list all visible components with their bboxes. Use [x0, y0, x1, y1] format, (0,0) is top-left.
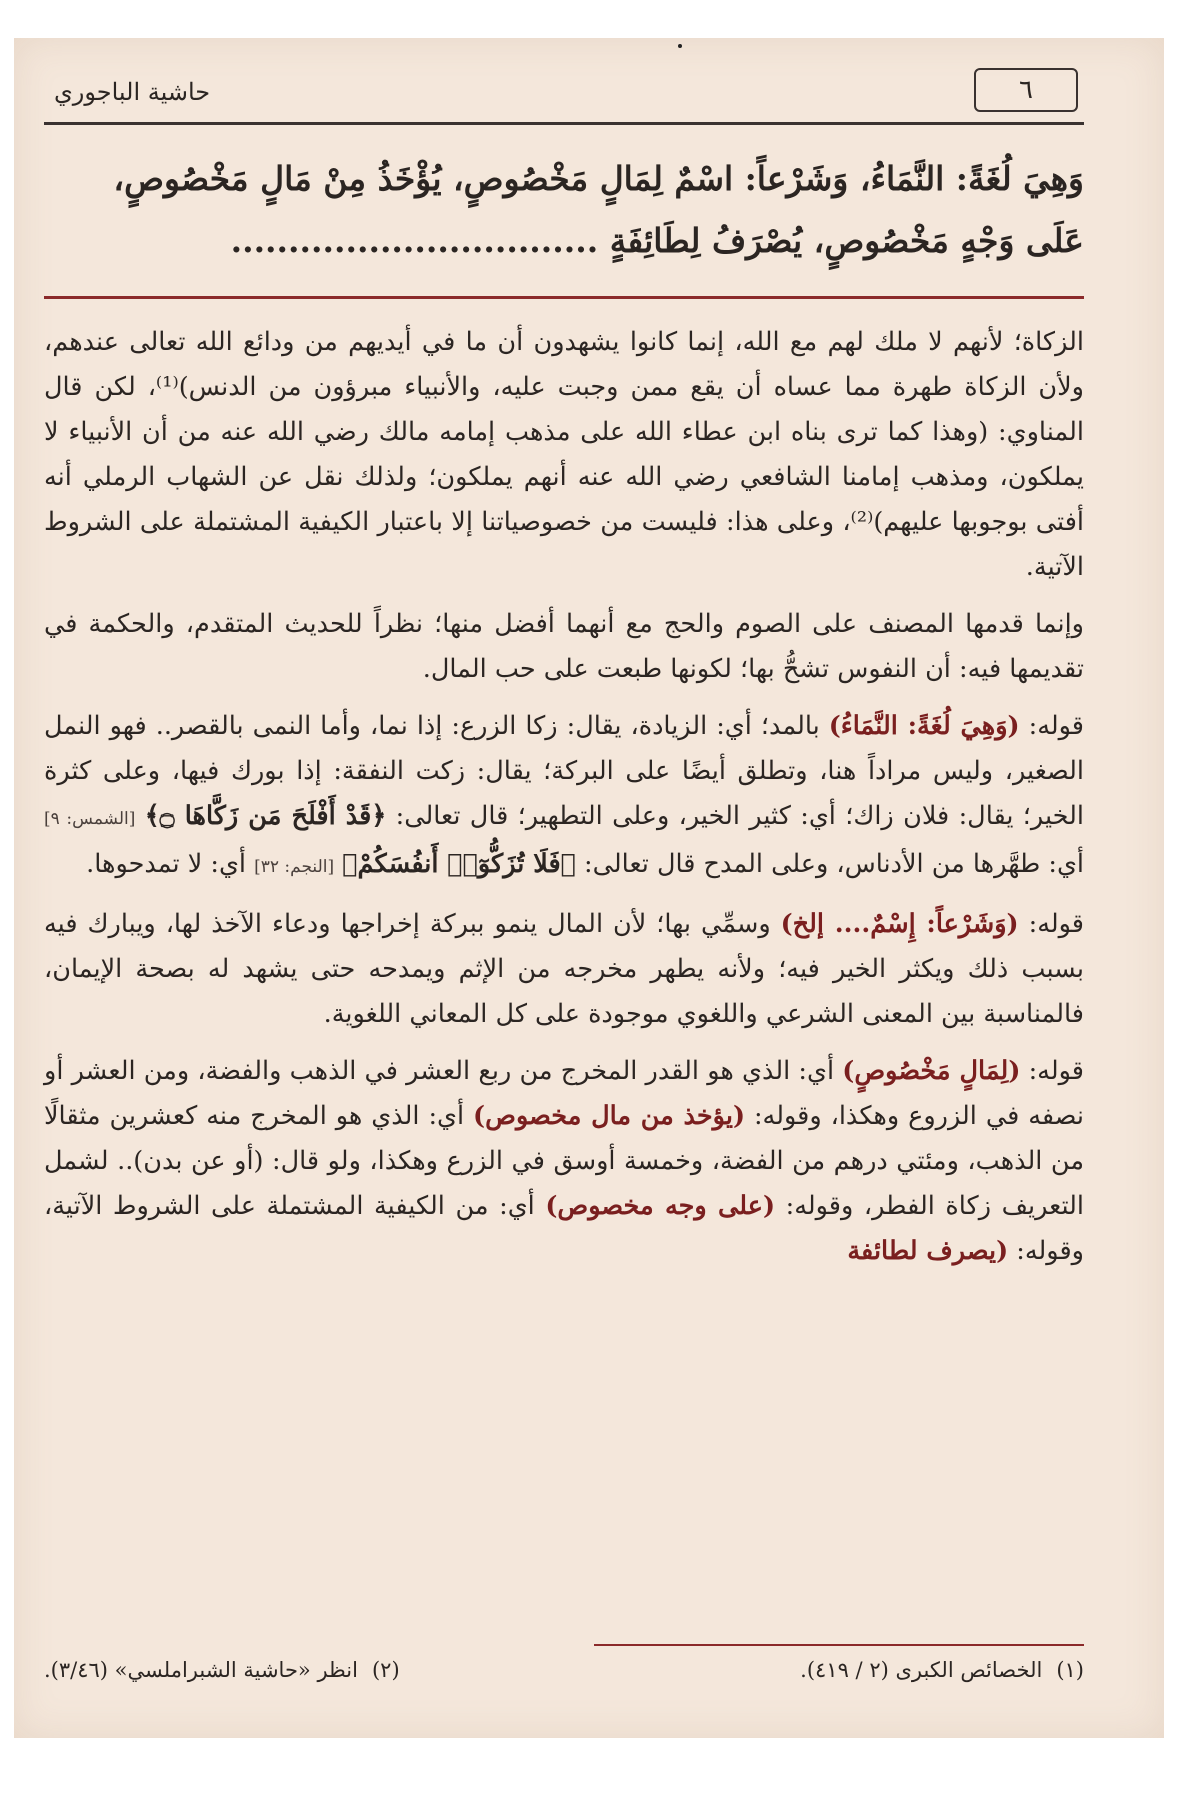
footnote-2: [44, 1658, 400, 1698]
paragraph-4-text: وسمِّي بها؛ لأن المال ينمو ببركة إخراجها ودعاء الآخذ لها، ويبارك فيه بسبب ذلك ويكثر الخير فيه؛ ولأنه يطهر مخرجه من الإثم ويمدحه حتى يشهد له بصحة الإيمان، فالمناسبة بين المعنى الشرعي واللغوي موجودة على كل المعاني اللغوية.: [44, 909, 1084, 1029]
header-divider: [44, 122, 1084, 125]
paragraph-5-text-b: أي: الذي هو المخرج منه كعشرين مثقالًا من الذهب، ومئتي درهم من الفضة، وخمسة أوسق في الزرع وهكذا، ولو قال: (أو عن بدن).. لشمل التعريف زكاة الفطر، وقوله:: [44, 1101, 1084, 1221]
verse-reference-1: [الشمس: ٩]: [44, 809, 136, 829]
quoted-matn: (لِمَالٍ مَخْصُوصٍ): [842, 1056, 1021, 1086]
footnotes: [44, 1658, 1084, 1698]
footnote-2-number: (٢): [371, 1658, 400, 1682]
matn-line-2: [44, 210, 1084, 272]
paragraph-5: [44, 1049, 1084, 1274]
main-text-matn: [44, 148, 1084, 272]
paragraph-1: الزكاة؛ لأنهم لا ملك لهم مع الله، إنما كانوا يشهدون أن ما في أيديهم من ودائع الله تعالى عندهم، ولأن الزكاة طهرة مما عساه أن يقع ممن وجبت عليه، والأنبياء مبرؤون من الدنس)⁽¹⁾، لكن قال المناوي: (وهذا كما ترى بناه ابن عطاء الله على مذهب إمامه مالك رضي الله عنه من أن الأنبياء لا يملكون، ومذهب إمامنا الشافعي رضي الله عنه أنهم يملكون؛ ولذلك نقل عن الشهاب الرملي أنه أفتى بوجوبها عليهم)⁽²⁾، وعلى هذا: فليست من خصوصياتنا إلا باعتبار الكيفية المشتملة على الشروط الآتية.: [44, 327, 1084, 582]
book-page: [14, 38, 1164, 1738]
paragraph-3-text-b: أي: طهَّرها من الأدناس، وعلى المدح قال تعالى:: [575, 849, 1084, 879]
matn-line-2-text: عَلَى وَجْهٍ مَخْصُوصٍ، يُصْرَفُ لِطَائِفَةٍ: [609, 221, 1084, 260]
footnote-1: [800, 1658, 1084, 1698]
paragraph-4: [44, 902, 1084, 1037]
quoted-matn: (وَشَرْعاً: إِسْمٌ.... إلخ): [780, 909, 1019, 939]
quran-verse-1: ﴿قَدْ أَفْلَحَ مَن زَكَّاهَا ۝﴾: [144, 801, 387, 831]
matn-ellipsis: ................................: [230, 221, 599, 260]
paragraph-3-text-c: أي: لا تمدحوها.: [86, 849, 255, 879]
commentary-body: [44, 320, 1084, 1286]
quoted-matn: (يؤخذ من مال مخصوص): [473, 1101, 746, 1131]
footnote-2-text: انظر «حاشية الشبراملسي» (٣/٤٦).: [44, 1658, 358, 1682]
quoted-matn: (على وجه مخصوص): [545, 1191, 776, 1221]
footnote-1-number: (١): [1056, 1658, 1084, 1682]
paragraph-5-text-c: أي: من الكيفية المشتملة على الشروط الآتية، وقوله:: [44, 1191, 1084, 1266]
quran-verse-2: ﴿فَلَا تُزَكُّوٓا۟ أَنفُسَكُمْ﴾: [342, 849, 576, 879]
paragraph-3-text-a: بالمد؛ أي: الزيادة، يقال: زكا الزرع: إذا نما، وأما النمى بالقصر.. فهو النمل الصغير، وليس مراداً هنا، وتطلق أيضًا على البركة؛ يقال: زكت النفقة: إذا بورك فيها، وعلى كثرة الخير؛ يقال: فلان زاك؛ أي: كثير الخير، وعلى التطهير؛ قال تعالى:: [44, 711, 1085, 831]
quoted-matn: (وَهِيَ لُغَةً: النَّمَاءُ): [828, 711, 1020, 741]
qawl-label: قوله:: [1018, 909, 1084, 939]
running-head: حاشية الباجوري: [54, 78, 211, 106]
matn-divider: [44, 296, 1084, 299]
matn-line-1: وَهِيَ لُغَةً: النَّمَاءُ، وَشَرْعاً: اسْمٌ لِمَالٍ مَخْصُوصٍ، يُؤْخَذُ مِنْ مَالٍ مَخْصُوصٍ،: [113, 159, 1084, 198]
paragraph-3: [44, 704, 1084, 890]
qawl-label: قوله:: [1019, 711, 1084, 741]
paragraph-2: وإنما قدمها المصنف على الصوم والحج مع أنهما أفضل منها؛ نظراً للحديث المتقدم، والحكمة في تقديمها فيه: أن النفوس تشحُّ بها؛ لكونها طبعت على حب المال.: [44, 609, 1084, 684]
paragraph-5-text-a: أي: الذي هو القدر المخرج من ربع العشر في الذهب والفضة، ومن العشر أو نصفه في الزروع وهكذا، وقوله:: [44, 1056, 1084, 1131]
qawl-label: قوله:: [1020, 1056, 1084, 1086]
verse-reference-2: [النجم: ٣٢]: [254, 857, 335, 877]
footnote-divider: [594, 1644, 1084, 1646]
page-number: ٦: [974, 68, 1078, 112]
quoted-matn: (يصرف لطائفة: [847, 1236, 1009, 1266]
page-header: [14, 38, 1164, 138]
footnote-1-text: الخصائص الكبرى (٢ / ٤١٩).: [800, 1658, 1043, 1682]
